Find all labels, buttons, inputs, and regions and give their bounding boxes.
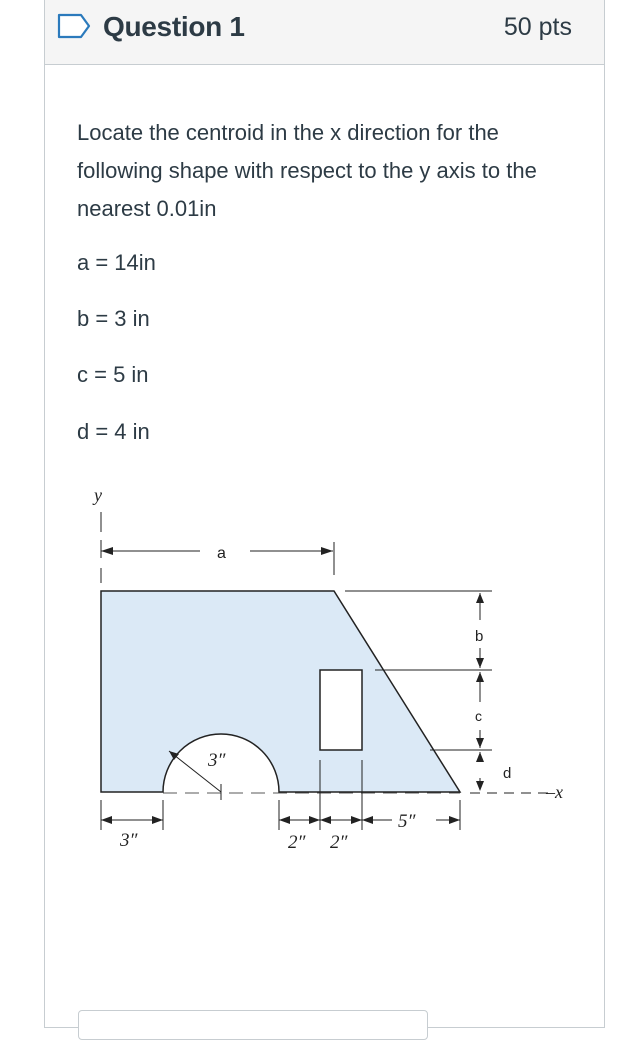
x-axis-label: –x [546,782,563,802]
composite-shape [101,591,460,792]
question-prompt: Locate the centroid in the x direction for the following shape with respect to the y axis to the nearest 0.01in [77,120,537,221]
question-title: Question 1 [103,11,245,42]
param-b: b = 3 in [77,306,150,331]
dim-label-2a: 2″ [288,832,306,853]
question-points: 50 pts [503,13,572,41]
rect-hole [320,670,362,750]
y-axis-label: y [94,485,102,505]
dim-label-d: d [503,765,512,782]
question-header [45,0,604,65]
dim-label-left: 3″ [120,830,138,851]
shape-figure [80,480,580,860]
dim-label-c: c [475,708,482,724]
param-c: c = 5 in [77,362,149,387]
dim-label-5: 5″ [398,811,416,832]
param-d: d = 4 in [77,419,150,444]
dim-label-2b: 2″ [330,832,348,853]
answer-input[interactable] [78,1010,428,1040]
param-a: a = 14in [77,250,156,275]
dim-label-b: b [475,628,484,645]
radius-label: 3″ [208,750,226,771]
flag-question-icon[interactable] [57,13,91,39]
dim-label-a: a [217,545,226,562]
